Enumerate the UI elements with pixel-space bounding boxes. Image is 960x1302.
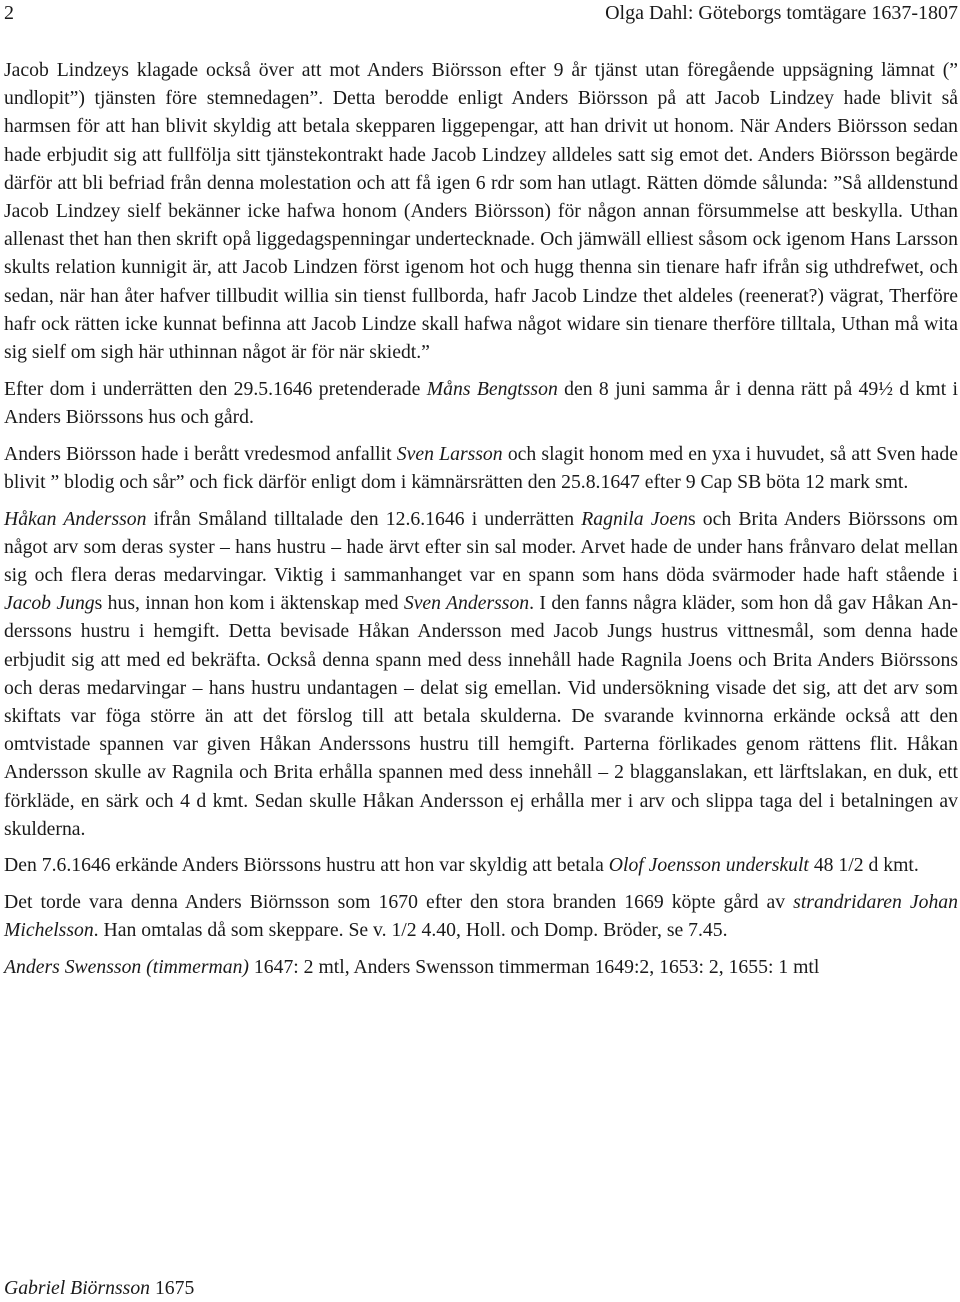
paragraph-hakan-andersson xyxy=(4,505,958,843)
paragraph-text: och slagit honom med en yxa i huvudet, så att Sven hade blivit ” blodig och sår” och fick därför enligt dom i kämnärsrätten den 25.8.1647 efter 9 Cap SB böta 12 mark smt. xyxy=(4,442,958,493)
page-number: 2 xyxy=(4,2,14,24)
paragraph-lindzey-complaint xyxy=(4,56,958,366)
paragraph-text: Efter dom i underrätten den 29.5.1646 pretenderade xyxy=(4,377,427,400)
paragraph-text: 1675 xyxy=(150,1277,195,1299)
paragraph-text: Den 7.6.1646 erkände Anders Biörssons hustru att hon var skyldig att betala xyxy=(4,854,609,877)
person-name: Ragnila Joen xyxy=(581,507,688,530)
person-name: Olof Joensson underskult xyxy=(608,854,809,877)
paragraph-text: . Han omtalas då som skeppare. Se v. 1/2 4.40, Holl. och Domp. Bröder, se 7.45. xyxy=(93,919,728,942)
person-name: Måns Bengtsson xyxy=(426,377,558,400)
paragraph-mans-bengtsson xyxy=(4,375,958,431)
person-name: Sven Andersson xyxy=(403,592,530,615)
paragraph-text: Anders Biörsson hade i berått vredesmod anfallit xyxy=(4,442,397,465)
page-header xyxy=(4,0,958,26)
paragraph-sven-larsson xyxy=(4,440,958,496)
person-name: Gabriel Biörnsson xyxy=(4,1277,151,1299)
paragraph-text: den 8 juni samma år i denna rätt på 49½ d kmt i Anders Biörssons hus och gård. xyxy=(4,377,958,428)
paragraph-text: s och Brita Anders Biörssons om något arv som deras syster – hans hustru – hade ärvt efter sin sal moder. Arvet hade de under hans frånvaro delat mellan sig och flera deras medarvingar. Viktig i sammanhanget var en spann som hans döda svärmoder hade haft stående i xyxy=(4,507,958,586)
paragraph-gabriel-biornsson xyxy=(4,1274,194,1302)
paragraph-text: s hus, innan hon kom i äktenskap med xyxy=(94,592,404,615)
paragraph-text: Det torde vara denna Anders Biörnsson som 1670 efter den stora branden 1669 köpte gård av xyxy=(4,891,794,914)
person-name: Anders Swensson (timmerman) xyxy=(4,956,249,979)
document-page xyxy=(4,0,958,1300)
person-name: Jacob Jung xyxy=(4,592,95,615)
paragraph-text: Jacob Lindzeys klagade också över att mot Anders Biörsson efter 9 år tjänst utan föregående uppsägning lämnat (” undlopit”) tjänsten före stemnedagen”. Detta berodde enligt Anders Biörsson på att Jacob Lindzey hade blivit så harmsen för att han blivit skyldig att betala skepparen liggepengar, att han drivit ut honom. När Anders Biörsson sedan hade erbjudit sig att fullfölja sitt tjänstekontrakt hade Jacob Lindzey alldeles satt sig emot det. Anders Biörsson begärde därför att bli befriad från denna molestation och att få igen 6 rdr som han utlagt. Rätten dömde sålunda: ”Så alldenstund Jacob Lindzey sielf bekänner icke hafwa honom (Anders Biörsson) för någon annan försummelse att beskylla. Uthan allenast thet han then skrift opå liggedagspenningar undertecknade. Och jämwäll elliest såsom ock igenom Hans Larsson skults relation kunnigit är, att Jacob Lindzen först igenom hot och hugg thenna sin tienare hafr ifrån sig uthdrefwet, och sedan, när han åter hafver tillbudit willia sin tienst fullborda, hafr Jacob Lindze thet aldeles (reenerat?) vägrat, Therföre hafr ock rätten icke kunnat befinna att Jacob Lindze skall hafwa något widare sin tienare therföre tilltala, Uthan må wita sig sielf om sigh här uthinnan något är för när skiedt.” xyxy=(4,59,958,364)
person-name: Håkan Andersson xyxy=(4,507,147,530)
body-text xyxy=(4,56,958,981)
paragraph-anders-biornsson xyxy=(4,888,958,944)
paragraph-anders-swensson xyxy=(4,953,958,981)
paragraph-text: 48 1/2 d kmt. xyxy=(808,854,919,877)
running-title: Olga Dahl: Göteborgs tomtägare 1637-1807 xyxy=(605,2,958,24)
paragraph-text: ifrån Småland tilltalade den 12.6.1646 i underrätten xyxy=(146,507,582,530)
paragraph-olof-joensson xyxy=(4,851,958,879)
paragraph-text: 1647: 2 mtl, Anders Swensson timmerman 1649:2, 1653: 2, 1655: 1 mtl xyxy=(248,956,820,979)
person-name: strandridaren Johan Michelsson xyxy=(4,891,958,942)
paragraph-text: . I den fanns några kläder, som hon då gav Håkan Anderssons hustru i hemgift. Detta bevisade Håkan Andersson med Jacob Jungs hustrus vittnesmål, som denna hade erbjudit sig att med ed bekräfta. Också denna spann med dess innehåll hade Ragnila Joens och Brita Anders Biörssons och deras medarvingar – hans hustru undantagen – delat sig emellan. Vid undersökning visade det sig, att det arv som skiftats var föga större än att det förslog till att betala skulderna. De svarande kvinnorna erkände också att den omtvistade spannen var given Håkan Anderssons hustru till hemgift. Parterna förlikades genom rättens flit. Håkan Andersson skulle av Ragnila och Brita erhålla spannen med dess innehåll – 2 blagganslakan, ett lärftslakan, en duk, ett förkläde, en särk och 4 d kmt. Sedan skulle Håkan Andersson ej erhålla mer i arv och slippa taga del i betalningen av skulderna. xyxy=(4,592,958,840)
person-name: Sven Larsson xyxy=(396,442,503,465)
